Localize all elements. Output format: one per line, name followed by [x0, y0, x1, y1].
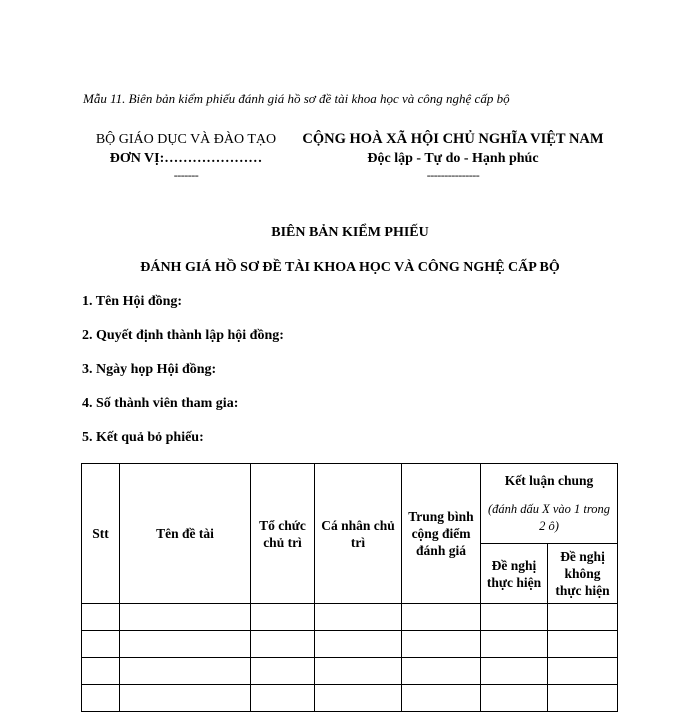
table-cell[interactable]	[548, 631, 618, 658]
table-row	[82, 604, 618, 631]
conclusion-label: Kết luận chung	[504, 473, 594, 488]
col-org: Tổ chức chủ trì	[251, 464, 315, 604]
col-conclusion	[481, 464, 618, 544]
item-decision: 2. Quyết định thành lập hội đồng:	[82, 328, 284, 343]
document-subtitle: ĐÁNH GIÁ HỒ SƠ ĐỀ TÀI KHOA HỌC VÀ CÔNG NGHỆ CẤP BỘ	[140, 260, 560, 275]
nation-name: CỘNG HOÀ XÃ HỘI CHỦ NGHĨA VIỆT NAM	[302, 131, 604, 147]
table-cell[interactable]	[481, 631, 548, 658]
table-row	[82, 658, 618, 685]
table-cell[interactable]	[82, 631, 120, 658]
table-cell[interactable]	[251, 604, 315, 631]
col-not-propose: Đề nghị không thực hiện	[548, 544, 618, 604]
item-council-name: 1. Tên Hội đồng:	[82, 294, 183, 309]
table-cell[interactable]	[315, 658, 402, 685]
col-propose: Đề nghị thực hiện	[481, 544, 548, 604]
unit-field: ĐƠN VỊ:…………………	[109, 151, 263, 166]
table-cell[interactable]	[481, 604, 548, 631]
table-row	[82, 631, 618, 658]
ministry-name: BỘ GIÁO DỤC VÀ ĐÀO TẠO	[95, 132, 277, 147]
national-motto: Độc lập - Tự do - Hạnh phúc	[367, 151, 539, 166]
table-cell[interactable]	[120, 604, 251, 631]
table-cell[interactable]	[548, 685, 618, 712]
col-stt: Stt	[82, 464, 120, 604]
table-cell[interactable]	[548, 658, 618, 685]
col-average-score: Trung bình cộng điểm đánh giá	[402, 464, 481, 604]
left-rule: -------	[173, 168, 199, 182]
header-nation	[292, 130, 614, 182]
table-cell[interactable]	[481, 685, 548, 712]
table-cell[interactable]	[120, 631, 251, 658]
item-meeting-date: 3. Ngày họp Hội đồng:	[82, 362, 217, 377]
table-cell[interactable]	[82, 604, 120, 631]
table-row	[82, 685, 618, 712]
item-vote-result: 5. Kết quả bỏ phiếu:	[82, 430, 204, 445]
table-cell[interactable]	[402, 685, 481, 712]
col-person: Cá nhân chủ trì	[315, 464, 402, 604]
table-cell[interactable]	[315, 685, 402, 712]
document-title: BIÊN BẢN KIỂM PHIẾU	[271, 225, 429, 240]
table-cell[interactable]	[251, 658, 315, 685]
table-cell[interactable]	[402, 658, 481, 685]
table-cell[interactable]	[402, 604, 481, 631]
table-cell[interactable]	[251, 631, 315, 658]
table-cell[interactable]	[315, 631, 402, 658]
conclusion-note: (đánh dấu X vào 1 trong 2 ô)	[487, 502, 611, 533]
template-caption: Mẫu 11. Biên bản kiểm phiếu đánh giá hồ sơ đề tài khoa học và công nghệ cấp bộ	[83, 91, 510, 106]
right-rule: ---------------	[426, 168, 480, 182]
table-cell[interactable]	[251, 685, 315, 712]
table-cell[interactable]	[548, 604, 618, 631]
header-agency	[82, 130, 290, 182]
table-cell[interactable]	[120, 658, 251, 685]
vote-tally-table	[81, 463, 618, 712]
table-cell[interactable]	[315, 604, 402, 631]
table-cell[interactable]	[402, 631, 481, 658]
table-cell[interactable]	[82, 658, 120, 685]
table-cell[interactable]	[120, 685, 251, 712]
item-member-count: 4. Số thành viên tham gia:	[82, 396, 239, 411]
table-cell[interactable]	[481, 658, 548, 685]
table-cell[interactable]	[82, 685, 120, 712]
col-title: Tên đề tài	[120, 464, 251, 604]
